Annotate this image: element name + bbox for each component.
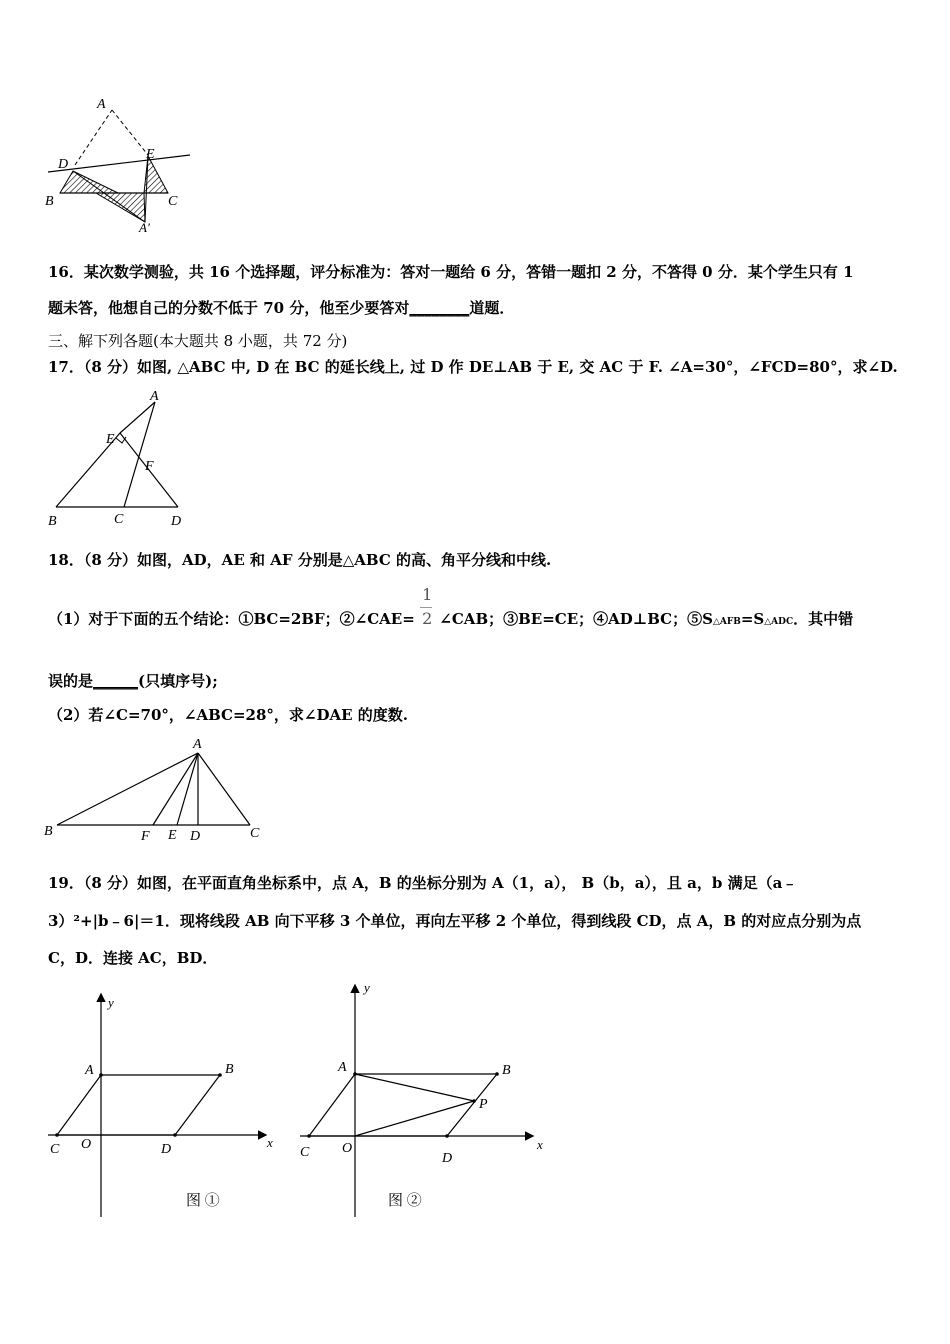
q18-sub1: △AFB [712,617,741,627]
q17-label-c: C [114,512,124,527]
q17-line-ac [124,402,155,507]
q18-part1 [48,585,854,632]
fig2-point-a [353,1072,357,1076]
q18-part2: （2）若∠C=70°，∠ABC=28°，求∠DAE 的度数. [48,706,409,724]
q18-frac-line [420,607,432,608]
q18-part1-line2 [48,671,218,691]
label-b: B [45,194,54,209]
q18-frac-num: 1 [422,585,433,604]
q17-label-e: E [106,432,115,447]
fig2-label-d: D [442,1151,453,1166]
q19-line3: C，D．连接 AC，BD． [48,949,218,967]
q18-line-ae [177,753,198,825]
q16-line2 [48,298,514,318]
fig1-label-d: D [161,1142,172,1157]
q18-line-af [153,753,198,825]
q17-label-f: F [145,459,154,474]
fig2-line-ap [355,1074,474,1101]
fig1-point-b [218,1073,222,1077]
q19-figure-1 [40,985,290,1225]
dashed-side-ad [75,110,112,165]
fig2-label-p: P [479,1097,488,1112]
q16-blank: ________ [409,299,470,317]
fold-triangle-figure [40,92,200,237]
fig2-point-p [472,1099,476,1103]
q17-label-d: D [171,514,182,529]
q18-label-c: C [250,826,260,841]
q18-part1-b: ∠CAB；③BE=CE；④AD⊥BC；⑤S [439,610,713,628]
q19-figure-2 [292,978,552,1225]
fig2-caption: 图 ② [388,1193,422,1209]
q18-part1-a: （1）对于下面的五个结论：①BC=2BF；②∠CAE= [48,610,415,628]
q18-part1-c: =S [740,610,765,628]
q17-line-ae [120,402,155,433]
label-e: E [146,147,155,162]
q18-text: 18．（8 分）如图，AD，AE 和 AF 分别是△ABC 的高、角平分线和中线. [48,551,552,569]
fig2-line-op [355,1101,474,1136]
fig2-label-c: C [300,1145,310,1160]
hatched-region-bottom [96,193,145,222]
fig2-label-b: B [502,1063,511,1078]
fig1-point-a [99,1073,103,1077]
q18-part1-d: ．其中错 [793,610,854,628]
q18-figure [40,733,270,848]
q17-label-b: B [48,514,57,529]
q18-part1-blank: ______ [93,672,139,690]
q18-label-a: A [193,737,202,752]
q18-label-e: E [168,828,177,843]
fig2-point-b [495,1072,499,1076]
q18-line-ab [57,753,198,825]
q16-text-a: 题未答，他想自己的分数不低于 70 分，他至少要答对 [48,299,410,317]
fig1-point-c [55,1133,59,1137]
q18-label-d: D [190,829,201,844]
fig2-point-d [445,1134,449,1138]
fig2-label-y: y [364,980,370,995]
fig1-point-d [173,1133,177,1137]
q17-figure [40,385,200,530]
fig2-label-a: A [338,1060,347,1075]
label-d: D [58,157,69,172]
q19-line1: 19．（8 分）如图，在平面直角坐标系中，点 A，B 的坐标分别为 A（1，a）， B（b，a），且 a，b 满足（a﹣ [48,874,798,892]
fig2-label-o: O [342,1141,353,1156]
q18-part1-line2-a: 误的是 [48,672,94,690]
fig1-label-o: O [81,1137,92,1152]
fig1-label-y: y [108,995,114,1010]
fig1-label-c: C [50,1142,60,1157]
q16-text-b: 道题． [469,299,515,317]
q18-fraction [420,585,434,629]
q18-sub2: △ADC [764,617,794,627]
dashed-side-ae [112,110,148,155]
q18-line-ac [198,753,250,825]
fig2-point-c [307,1134,311,1138]
q17-label-a: A [150,389,159,404]
fig1-label-x: x [267,1135,273,1150]
fold-line-de [48,155,190,172]
q19-line2: 3）²+|b﹣6|＝1．现将线段 AB 向下平移 3 个单位，再向左平移 2 个单位，得到线段 CD，点 A，B 的对应点分别为点 [48,912,862,930]
fig1-label-b: B [225,1062,234,1077]
q18-part1-line2-b: (只填序号); [138,672,218,690]
q18-frac-den: 2 [422,609,433,628]
fig2-label-x: x [537,1137,543,1152]
fig1-parallelogram [57,1075,220,1135]
section-3-title: 三、解下列各题(本大题共 8 小题，共 72 分) [48,332,348,350]
fig2-parallelogram [309,1074,497,1136]
fig1-caption: 图 ① [186,1193,220,1209]
q16-line1: 16．某次数学测验，共 16 个选择题，评分标准为：答对一题给 6 分，答错一题扣 2 分，不答得 0 分．某个学生只有 1 [48,263,854,281]
q18-label-b: B [44,824,53,839]
label-a-prime: A' [139,220,150,235]
label-c: C [168,194,178,209]
fig1-label-a: A [85,1063,94,1078]
q18-label-f: F [141,829,150,844]
label-a: A [97,97,106,112]
q17-text: 17．（8 分）如图, △ABC 中, D 在 BC 的延长线上, 过 D 作 DE⊥AB 于 E, 交 AC 于 F. ∠A=30°，∠FCD=80°，求∠D. [48,358,898,376]
